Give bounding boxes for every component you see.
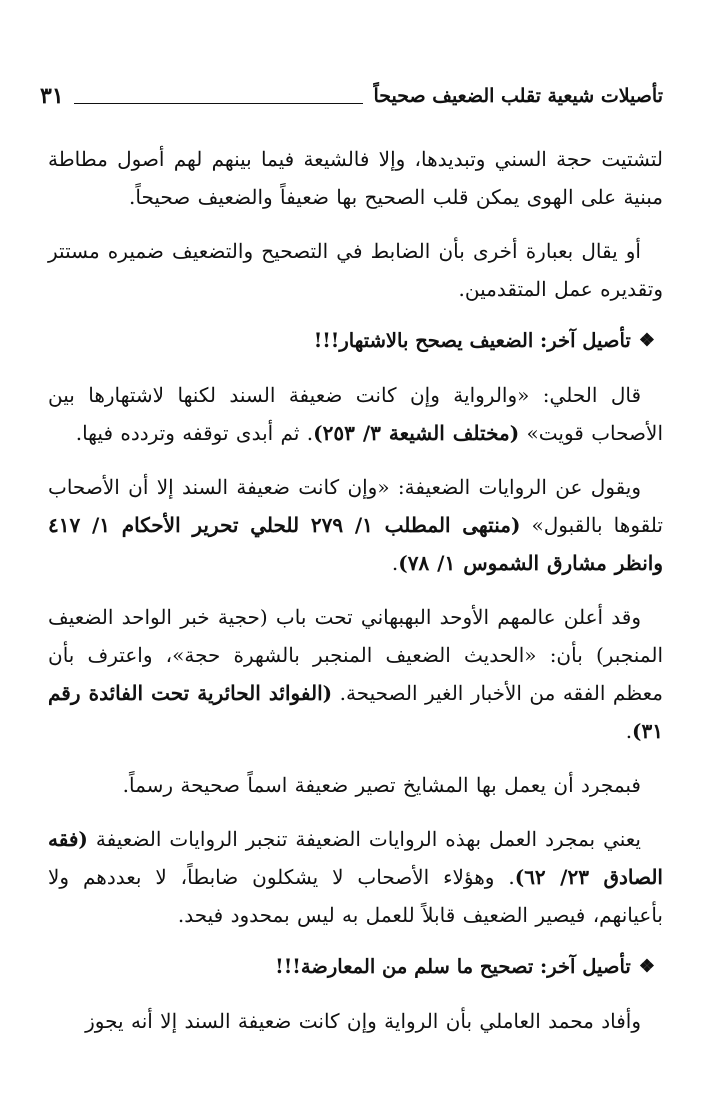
paragraph-4-tail: . [391,551,399,575]
paragraph-6: فبمجرد أن يعمل بها المشايخ تصير ضعيفة اسماً صحيحة رسماً. [122,773,641,797]
paragraph-7-tail: . وهؤلاء الأصحاب لا يشكلون ضابطاً، لا بعددهم ولا بأعيانهم، فيصير الضعيف قابلاً للعمل به ليس بمحدود فيحد. [48,865,663,927]
running-title: تأصيلات شيعية تقلب الضعيف صحيحاً [373,85,663,107]
paragraph-3 [48,376,663,452]
section-heading-1-text: تأصيل آخر: الضعيف يصحح بالاشتهار!!! [313,329,631,352]
paragraph-5-tail: . [625,719,633,743]
paragraph-7-reference: (فقه الصادق ٢٣/ ٦٢) [48,827,663,889]
page-number: ٣١ [40,83,64,109]
paragraph-1: لتشتيت حجة السني وتبديدها، وإلا فالشيعة فيما بينهم لهم أصول مطاطة مبنية على الهوى يمكن قلب الصحيح بها ضعيفاً والضعيف صحيحاً. [48,147,663,209]
paragraph-8: وأفاد محمد العاملي بأن الرواية وإن كانت ضعيفة السند إلا أنه يجوز [85,1009,641,1033]
paragraph-7-text: يعني بمجرد العمل بهذه الروايات الضعيفة تنجبر الروايات الضعيفة [87,827,641,851]
paragraph-5-text: وقد أعلن عالمهم الأوحد البهبهاني تحت باب (حجية خبر الواحد الضعيف المنجبر) بأن: «الحديث الضعيف المنجبر بالشهرة حجة»، واعترف بأن معظم الفقه من الأخبار الغير الصحيحة. [48,605,663,705]
paragraph-4 [48,468,663,582]
paragraph-3-text: قال الحلي: «والرواية وإن كانت ضعيفة السند لكنها لاشتهارها بين الأصحاب قويت» [48,383,663,445]
header-rule [74,103,364,104]
four-diamond-icon: ❖ [638,330,655,351]
page-header [40,78,663,108]
paragraph-3-reference: (مختلف الشيعة ٣/ ٢٥٣) [313,421,520,445]
paragraph-4-reference: (منتهى المطلب ١/ ٢٧٩ للحلي تحرير الأحكام ١/ ٤١٧ وانظر مشارق الشموس ١/ ٧٨) [48,513,663,575]
paragraph-5 [48,598,663,750]
page-body [48,140,663,1056]
paragraph-4-text: ويقول عن الروايات الضعيفة: «وإن كانت ضعيفة السند إلا أن الأصحاب تلقوها بالقبول» [48,475,663,537]
paragraph-7 [48,820,663,934]
paragraph-5-reference: (الفوائد الحائرية تحت الفائدة رقم ٣١) [48,681,663,743]
four-diamond-icon: ❖ [638,956,655,977]
section-heading-1 [48,324,655,358]
paragraph-3-tail: . ثم أبدى توقفه وتردده فيها. [75,421,314,445]
paragraph-2: أو يقال بعبارة أخرى بأن الضابط في التصحيح والتضعيف ضميره مستتر وتقديره عمل المتقدمين. [48,239,663,301]
section-heading-2 [48,950,655,984]
section-heading-2-text: تأصيل آخر: تصحيح ما سلم من المعارضة!!! [275,955,631,978]
